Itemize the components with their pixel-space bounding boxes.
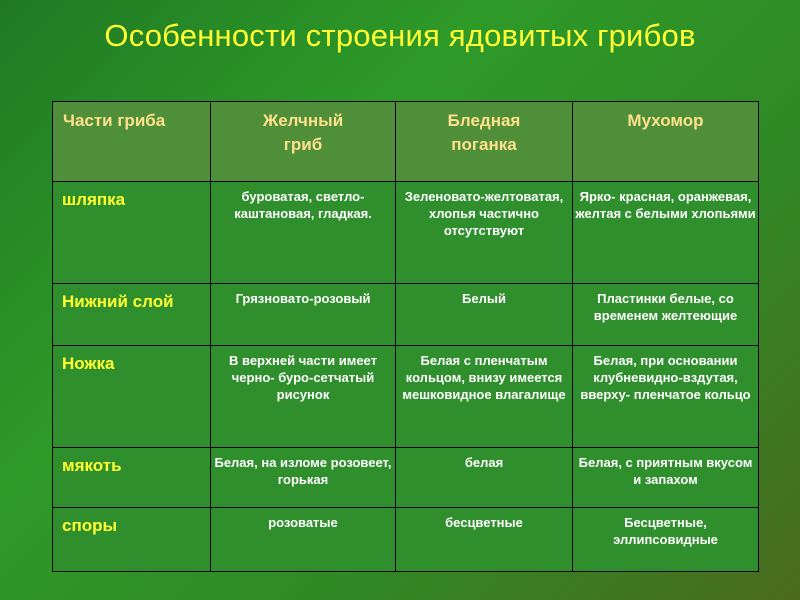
table-row — [53, 448, 759, 508]
cell-cap-deathcap: Зеленовато-желтоватая, хлопья частично отсутствуют — [396, 182, 573, 284]
header-fly-agaric: Мухомор — [573, 102, 759, 182]
header-parts: Части гриба — [53, 102, 211, 182]
cell-gills-deathcap: Белый — [396, 284, 573, 346]
cell-flesh-deathcap: белая — [396, 448, 573, 508]
cell-stem-deathcap: Белая с пленчатым кольцом, внизу имеется мешковидное влагалище — [396, 346, 573, 448]
cell-spores-bile: розоватые — [211, 508, 396, 572]
cell-spores-deathcap: бесцветные — [396, 508, 573, 572]
header-death-cap: Бледная поганка — [396, 102, 573, 182]
cell-flesh-bile: Белая, на изломе розовеет, горькая — [211, 448, 396, 508]
cell-cap-flyagaric: Ярко- красная, оранжевая, желтая с белыми хлопьями — [573, 182, 759, 284]
table-row — [53, 508, 759, 572]
table-row — [53, 346, 759, 448]
cell-stem-flyagaric: Белая, при основании клубневидно-вздутая, вверху- пленчатое кольцо — [573, 346, 759, 448]
row-label-cap: шляпка — [53, 182, 211, 284]
cell-flesh-flyagaric: Белая, с приятным вкусом и запахом — [573, 448, 759, 508]
row-label-flesh: мякоть — [53, 448, 211, 508]
cell-gills-flyagaric: Пластинки белые, со временем желтеющие — [573, 284, 759, 346]
header-bile-mushroom: Желчный гриб — [211, 102, 396, 182]
table-header-row — [53, 102, 759, 182]
row-label-stem: Ножка — [53, 346, 211, 448]
slide-title: Особенности строения ядовитых грибов — [104, 18, 696, 53]
table-row — [53, 284, 759, 346]
cell-cap-bile: буроватая, светло-каштановая, гладкая. — [211, 182, 396, 284]
cell-spores-flyagaric: Бесцветные, эллипсовидные — [573, 508, 759, 572]
row-label-spores: споры — [53, 508, 211, 572]
cell-gills-bile: Грязновато-розовый — [211, 284, 396, 346]
poisonous-mushrooms-table — [52, 101, 759, 572]
cell-stem-bile: В верхней части имеет черно- буро-сетчатый рисунок — [211, 346, 396, 448]
row-label-gills: Нижний слой — [53, 284, 211, 346]
table-row — [53, 182, 759, 284]
